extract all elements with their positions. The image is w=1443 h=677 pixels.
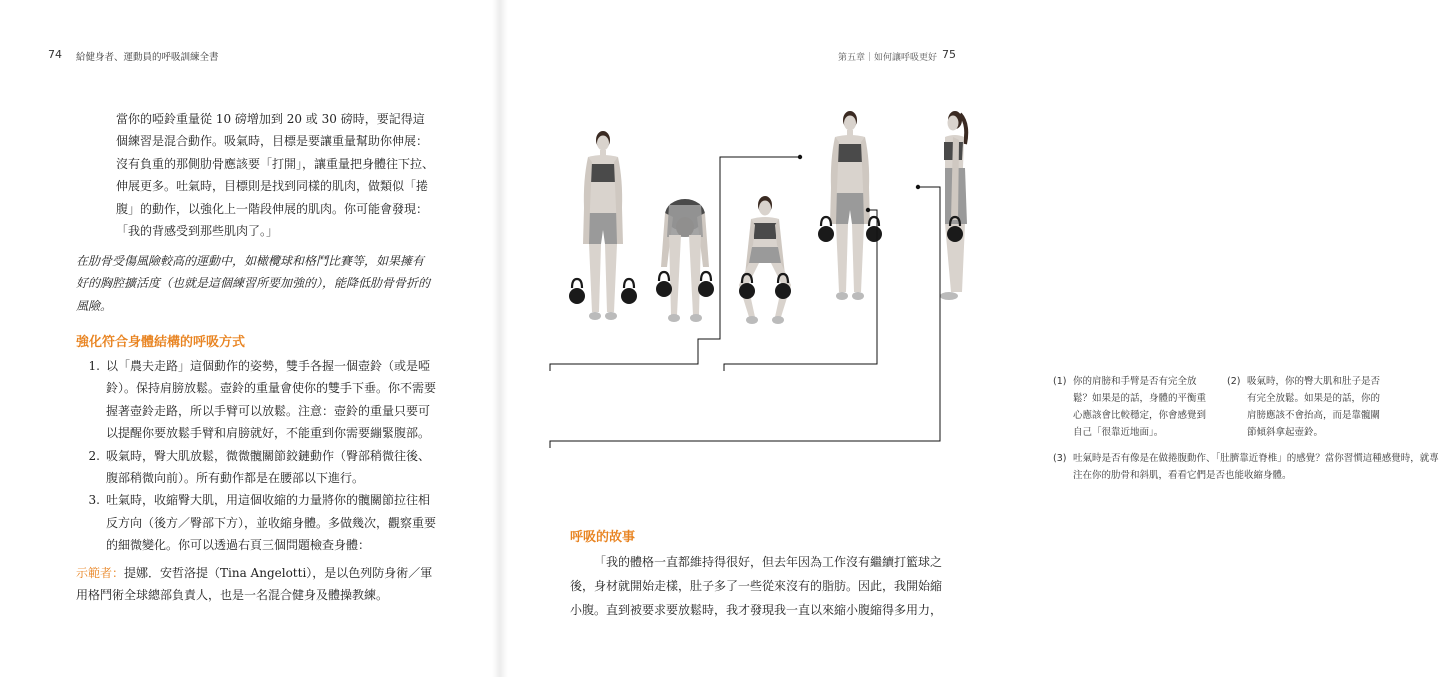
- figure-5-side-view: [940, 111, 967, 300]
- chapter-header: 第五章｜如何讓呼吸更好: [838, 53, 938, 63]
- page-number-right: 75: [942, 48, 956, 61]
- question-number: (3): [1053, 453, 1067, 464]
- figure-1-standing: [569, 131, 637, 320]
- question-3: [1053, 450, 1443, 484]
- step-text: 吐氣時，收縮臀大肌，用這個收縮的力量將你的髖關節拉往相反方向（後方／臀部下方），並收縮身體。多做幾次，觀察重要的細微變化。你可以透過右頁三個問題檢查身體：: [106, 493, 437, 553]
- paragraph-rib-injury: 在肋骨受傷風險較高的運動中，如橄欖球和格鬥比賽等，如果擁有好的胸腔擴活度（也就是這個練習所要加強的），能降低肋骨骨折的風險。: [76, 254, 431, 313]
- exercise-photo-sequence: [550, 95, 1000, 330]
- step-number: 2.: [88, 448, 100, 463]
- demonstrator-note: [76, 562, 436, 607]
- question-text: 吐氣時是否有像是在做捲腹動作、「肚臍靠近脊椎」的感覺？當你習慣這種感覺時，就專注在你的肋骨和斜肌，看看它們是否也能收縮身體。: [1073, 453, 1439, 481]
- step-number: 1.: [88, 359, 100, 373]
- demonstrator-text: 提娜．安哲洛提（Tina Angelotti），是以色列防身術／軍用格鬥術全球總部負責人，也是一名混合健身及體操教練。: [76, 566, 433, 603]
- story-paragraph: 「我的體格一直都維持得很好，但去年因為工作沒有繼續打籃球之後，身材就開始走樣，肚子多了一些從來沒有的脂肪。因此，我開始縮小腹。直到被要求要放鬆時，我才發現我一直以來縮小腹縮得多用力，: [570, 555, 943, 617]
- left-page: [0, 0, 500, 677]
- figure-4-standing-hold: [818, 111, 882, 300]
- question-number: (1): [1053, 376, 1067, 387]
- section-heading-right: 呼吸的故事: [570, 530, 636, 545]
- question-text: 吸氣時，你的臀大肌和肚子是否有完全放鬆。如果是的話，你的肩膀應該不會抬高，而是靠髖關節傾斜拿起壺鈴。: [1247, 376, 1381, 438]
- question-text: 你的肩膀和手臂是否有完全放鬆？如果是的話，身體的平衡重心應該會比較穩定，你會感覺到自己「很靠近地面」。: [1073, 376, 1207, 438]
- steps-list: [76, 355, 436, 557]
- question-1: [1053, 373, 1213, 441]
- list-item: [76, 355, 436, 445]
- step-text: 以「農夫走路」這個動作的姿勢，雙手各握一個壺鈴（或是啞鈴）。保持肩膀放鬆。壺鈴的重量會使你的雙手下垂。你不需要握著壺鈴走路，所以手臂可以放鬆。注意：壺鈴的重量只要可以提醒你要放鬆手臂和肩膀就好，不能重到你需要繃緊腹部。: [106, 359, 437, 441]
- section-heading-left: 強化符合身體結構的呼吸方式: [76, 335, 246, 350]
- step-text: 吸氣時，臀大肌放鬆，微微髖關節鉸鏈動作（臀部稍微往後、腹部稍微向前）。所有動作都是在腰部以下進行。: [106, 448, 431, 486]
- book-title-header: 給健身者、運動員的呼吸訓練全書: [76, 52, 219, 63]
- list-item: [76, 489, 436, 556]
- paragraph-dumbbell: 當你的啞鈴重量從 10 磅增加到 20 或 30 磅時，要記得這個練習是混合動作。吸氣時，目標是要讓重量幫助你伸展：沒有負重的那側肋骨應該要「打開」，讓重量把身體往下拉、伸展更多。吐氣時，目標則是找到同樣的肌肉，做類似「捲腹」的動作，以強化上一階段伸展的肌肉。你可能會發現：「我的背感受到那些肌肉了。」: [116, 112, 435, 239]
- figure-2-hinge: [656, 199, 714, 322]
- list-item: [76, 445, 436, 490]
- question-2: [1227, 373, 1387, 441]
- question-number: (2): [1227, 376, 1241, 387]
- page-number-left: 74: [48, 48, 62, 61]
- demonstrator-label: 示範者：: [76, 566, 125, 580]
- figure-3-squat: [739, 196, 791, 324]
- right-page: [500, 0, 1439, 677]
- step-number: 3.: [88, 493, 100, 508]
